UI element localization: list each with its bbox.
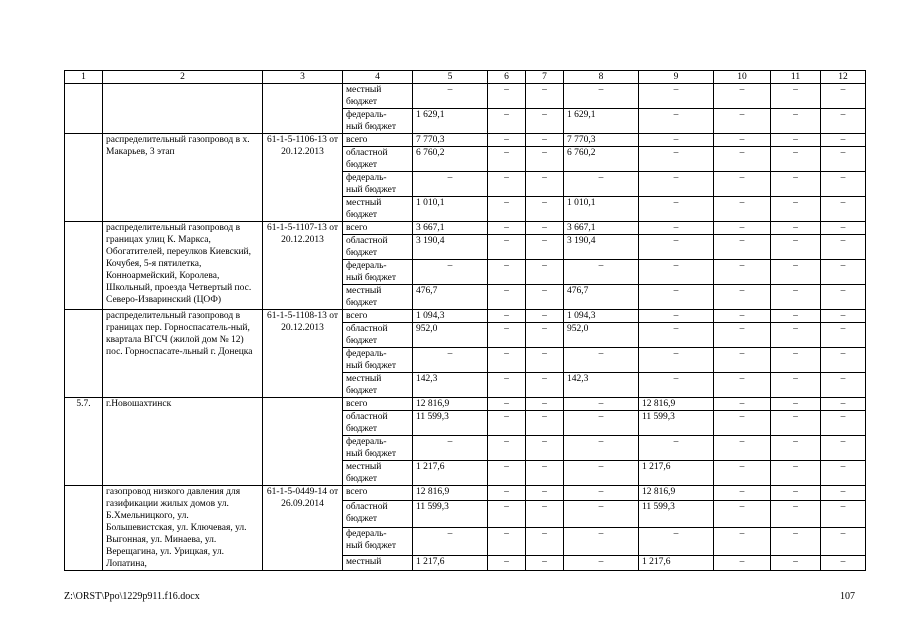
value-cell: 12 816,9: [639, 486, 714, 501]
value-cell: –: [771, 197, 821, 222]
value-cell: –: [771, 528, 821, 556]
value-cell: 3 190,4: [564, 235, 639, 260]
funding-source: федераль- ный бюджет: [343, 109, 413, 134]
value-cell: –: [821, 528, 866, 556]
value-cell: –: [564, 172, 639, 197]
object-name: [103, 84, 263, 134]
value-cell: –: [639, 235, 714, 260]
value-cell: –: [821, 235, 866, 260]
value-cell: –: [821, 109, 866, 134]
value-cell: –: [714, 528, 771, 556]
value-cell: –: [526, 556, 564, 571]
funding-source: областной бюджет: [343, 500, 413, 528]
object-name: газопровод низкого давления для газификации жилых домов ул. Б.Хмельницкого, ул. Большевистская, ул. Ключевая, ул. Выгонная, ул. Минаева, ул. Верещагина, ул. Урицкая, ул. Лопатина,: [103, 486, 263, 571]
funding-source: федераль- ный бюджет: [343, 436, 413, 461]
value-cell: –: [771, 348, 821, 373]
object-name: распределительный газопровод в х. Макарьев, 3 этап: [103, 134, 263, 222]
value-cell: 952,0: [564, 323, 639, 348]
funding-source: всего: [343, 222, 413, 235]
value-cell: –: [639, 172, 714, 197]
funding-source: местный бюджет: [343, 197, 413, 222]
table-row: [65, 222, 866, 235]
value-cell: –: [821, 436, 866, 461]
column-header: 4: [343, 71, 413, 84]
funding-source: федераль- ный бюджет: [343, 528, 413, 556]
page-number: 107: [840, 591, 855, 602]
funding-source: местный: [343, 556, 413, 571]
value-cell: –: [564, 556, 639, 571]
value-cell: 1 217,6: [413, 556, 488, 571]
value-cell: –: [488, 373, 526, 398]
value-cell: –: [821, 147, 866, 172]
value-cell: 11 599,3: [413, 500, 488, 528]
value-cell: –: [639, 260, 714, 285]
value-cell: –: [526, 285, 564, 310]
value-cell: –: [771, 109, 821, 134]
value-cell: –: [413, 528, 488, 556]
value-cell: –: [821, 197, 866, 222]
value-cell: –: [714, 398, 771, 411]
object-name: г.Новошахтинск: [103, 398, 263, 486]
value-cell: –: [771, 411, 821, 436]
column-header: 8: [564, 71, 639, 84]
value-cell: –: [714, 222, 771, 235]
value-cell: –: [526, 84, 564, 109]
value-cell: –: [821, 556, 866, 571]
item-number: [65, 222, 103, 310]
value-cell: –: [639, 84, 714, 109]
value-cell: –: [488, 348, 526, 373]
value-cell: 1 010,1: [564, 197, 639, 222]
value-cell: –: [771, 134, 821, 147]
table-row: [65, 134, 866, 147]
object-name: распределительный газопровод в границах улиц К. Маркса, Обогатителей, переулков Киевский, Кочубея, 5-я пятилетка, Конноармейский, Королева, Школьный, проезда Четвертый пос. Северо-Изваринский (ЦОФ): [103, 222, 263, 310]
column-header: 9: [639, 71, 714, 84]
item-number: [65, 134, 103, 222]
value-cell: 1 629,1: [564, 109, 639, 134]
value-cell: –: [714, 486, 771, 501]
value-cell: 1 094,3: [413, 310, 488, 323]
value-cell: –: [821, 134, 866, 147]
value-cell: –: [564, 260, 639, 285]
value-cell: –: [526, 310, 564, 323]
value-cell: –: [714, 285, 771, 310]
value-cell: –: [526, 528, 564, 556]
value-cell: 1 094,3: [564, 310, 639, 323]
value-cell: –: [821, 461, 866, 486]
value-cell: –: [488, 84, 526, 109]
value-cell: –: [639, 147, 714, 172]
value-cell: 1 010,1: [413, 197, 488, 222]
value-cell: –: [564, 528, 639, 556]
value-cell: –: [821, 285, 866, 310]
value-cell: –: [714, 134, 771, 147]
value-cell: 476,7: [564, 285, 639, 310]
item-number: [65, 310, 103, 398]
value-cell: –: [564, 486, 639, 501]
value-cell: –: [639, 109, 714, 134]
value-cell: 3 190,4: [413, 235, 488, 260]
object-code: [263, 398, 343, 486]
value-cell: –: [714, 197, 771, 222]
value-cell: –: [639, 197, 714, 222]
value-cell: –: [526, 436, 564, 461]
value-cell: –: [413, 260, 488, 285]
funding-source: всего: [343, 486, 413, 501]
value-cell: –: [488, 411, 526, 436]
column-header: 1: [65, 71, 103, 84]
value-cell: –: [821, 348, 866, 373]
funding-source: областной бюджет: [343, 411, 413, 436]
value-cell: –: [413, 84, 488, 109]
funding-source: всего: [343, 310, 413, 323]
value-cell: –: [564, 436, 639, 461]
value-cell: –: [821, 323, 866, 348]
value-cell: –: [526, 411, 564, 436]
column-header: 3: [263, 71, 343, 84]
value-cell: –: [526, 486, 564, 501]
value-cell: –: [771, 323, 821, 348]
value-cell: –: [714, 556, 771, 571]
value-cell: 11 599,3: [413, 411, 488, 436]
value-cell: –: [526, 323, 564, 348]
value-cell: –: [488, 323, 526, 348]
funding-source: федераль- ный бюджет: [343, 348, 413, 373]
value-cell: –: [526, 109, 564, 134]
table-row: [65, 486, 866, 501]
object-code: 61-1-5-1108-13 от 20.12.2013: [263, 310, 343, 398]
funding-source: федераль- ный бюджет: [343, 172, 413, 197]
value-cell: 476,7: [413, 285, 488, 310]
value-cell: 11 599,3: [639, 500, 714, 528]
item-number: 5.7.: [65, 398, 103, 486]
item-number: [65, 84, 103, 134]
value-cell: –: [488, 461, 526, 486]
value-cell: 12 816,9: [413, 486, 488, 501]
funding-source: местный бюджет: [343, 285, 413, 310]
value-cell: 12 816,9: [413, 398, 488, 411]
value-cell: –: [488, 556, 526, 571]
value-cell: 6 760,2: [413, 147, 488, 172]
value-cell: –: [488, 398, 526, 411]
value-cell: –: [821, 260, 866, 285]
value-cell: –: [714, 310, 771, 323]
value-cell: –: [526, 398, 564, 411]
value-cell: –: [488, 109, 526, 134]
value-cell: 1 629,1: [413, 109, 488, 134]
table-row: [65, 310, 866, 323]
value-cell: –: [488, 172, 526, 197]
value-cell: –: [526, 260, 564, 285]
value-cell: –: [526, 147, 564, 172]
value-cell: –: [821, 486, 866, 501]
value-cell: 952,0: [413, 323, 488, 348]
file-path: Z:\ORST\Ppo\1229p911.f16.docx: [64, 591, 200, 602]
value-cell: –: [771, 235, 821, 260]
column-header: 5: [413, 71, 488, 84]
funding-source: областной бюджет: [343, 323, 413, 348]
value-cell: –: [821, 310, 866, 323]
value-cell: –: [639, 373, 714, 398]
value-cell: –: [488, 285, 526, 310]
value-cell: 6 760,2: [564, 147, 639, 172]
value-cell: –: [771, 84, 821, 109]
value-cell: –: [714, 147, 771, 172]
column-header: 2: [103, 71, 263, 84]
value-cell: –: [526, 222, 564, 235]
value-cell: –: [488, 528, 526, 556]
value-cell: –: [771, 556, 821, 571]
value-cell: –: [639, 285, 714, 310]
value-cell: –: [564, 348, 639, 373]
value-cell: –: [526, 197, 564, 222]
column-header: 11: [771, 71, 821, 84]
value-cell: 142,3: [413, 373, 488, 398]
value-cell: 1 217,6: [639, 556, 714, 571]
value-cell: –: [564, 411, 639, 436]
funding-source: всего: [343, 134, 413, 147]
value-cell: –: [714, 84, 771, 109]
header-row: [65, 71, 866, 84]
value-cell: –: [526, 461, 564, 486]
value-cell: –: [714, 348, 771, 373]
table-row: [65, 84, 866, 109]
value-cell: –: [526, 373, 564, 398]
value-cell: –: [714, 172, 771, 197]
funding-source: федераль- ный бюджет: [343, 260, 413, 285]
value-cell: –: [488, 500, 526, 528]
value-cell: –: [526, 348, 564, 373]
value-cell: –: [564, 461, 639, 486]
value-cell: –: [488, 260, 526, 285]
value-cell: –: [413, 436, 488, 461]
value-cell: –: [488, 197, 526, 222]
object-code: 61-1-5-1107-13 от 20.12.2013: [263, 222, 343, 310]
value-cell: –: [771, 436, 821, 461]
value-cell: –: [639, 528, 714, 556]
value-cell: –: [821, 222, 866, 235]
value-cell: –: [526, 134, 564, 147]
value-cell: –: [488, 147, 526, 172]
value-cell: –: [564, 84, 639, 109]
value-cell: –: [639, 323, 714, 348]
value-cell: –: [821, 172, 866, 197]
object-name: распределительный газопровод в границах пер. Горноспасатель-ный, квартала ВГСЧ (жилой дом № 12) пос. Горноспасате-льный г. Донецка: [103, 310, 263, 398]
funding-source: местный бюджет: [343, 373, 413, 398]
value-cell: 142,3: [564, 373, 639, 398]
budget-table: [64, 70, 866, 571]
value-cell: 1 217,6: [413, 461, 488, 486]
value-cell: –: [771, 260, 821, 285]
value-cell: –: [714, 235, 771, 260]
table-row: [65, 398, 866, 411]
value-cell: –: [771, 373, 821, 398]
object-code: 61-1-5-1106-13 от 20.12.2013: [263, 134, 343, 222]
value-cell: –: [488, 235, 526, 260]
value-cell: –: [771, 172, 821, 197]
column-header: 6: [488, 71, 526, 84]
value-cell: –: [526, 500, 564, 528]
value-cell: –: [714, 461, 771, 486]
column-header: 7: [526, 71, 564, 84]
funding-source: местный бюджет: [343, 84, 413, 109]
value-cell: 12 816,9: [639, 398, 714, 411]
funding-source: всего: [343, 398, 413, 411]
value-cell: –: [488, 222, 526, 235]
value-cell: 3 667,1: [564, 222, 639, 235]
funding-source: областной бюджет: [343, 235, 413, 260]
column-header: 10: [714, 71, 771, 84]
value-cell: –: [821, 84, 866, 109]
value-cell: 3 667,1: [413, 222, 488, 235]
value-cell: –: [639, 310, 714, 323]
object-code: [263, 84, 343, 134]
value-cell: –: [526, 235, 564, 260]
value-cell: –: [639, 436, 714, 461]
value-cell: –: [413, 348, 488, 373]
value-cell: –: [821, 411, 866, 436]
value-cell: –: [488, 436, 526, 461]
value-cell: –: [564, 500, 639, 528]
value-cell: –: [771, 486, 821, 501]
value-cell: –: [639, 134, 714, 147]
value-cell: –: [714, 109, 771, 134]
value-cell: –: [488, 486, 526, 501]
value-cell: 1 217,6: [639, 461, 714, 486]
object-code: 61-1-5-0449-14 от 26.09.2014: [263, 486, 343, 571]
value-cell: –: [771, 398, 821, 411]
value-cell: –: [821, 373, 866, 398]
value-cell: –: [714, 436, 771, 461]
value-cell: –: [488, 134, 526, 147]
value-cell: –: [639, 348, 714, 373]
value-cell: –: [564, 398, 639, 411]
value-cell: –: [771, 310, 821, 323]
value-cell: –: [413, 172, 488, 197]
value-cell: –: [821, 398, 866, 411]
value-cell: –: [771, 461, 821, 486]
value-cell: 7 770,3: [413, 134, 488, 147]
value-cell: 11 599,3: [639, 411, 714, 436]
value-cell: –: [771, 222, 821, 235]
funding-source: областной бюджет: [343, 147, 413, 172]
value-cell: –: [639, 222, 714, 235]
value-cell: –: [714, 411, 771, 436]
value-cell: –: [821, 500, 866, 528]
value-cell: –: [714, 260, 771, 285]
value-cell: –: [771, 147, 821, 172]
value-cell: –: [488, 310, 526, 323]
value-cell: –: [771, 500, 821, 528]
value-cell: –: [714, 373, 771, 398]
value-cell: –: [771, 285, 821, 310]
item-number: [65, 486, 103, 571]
value-cell: –: [526, 172, 564, 197]
column-header: 12: [821, 71, 866, 84]
funding-source: местный бюджет: [343, 461, 413, 486]
value-cell: 7 770,3: [564, 134, 639, 147]
value-cell: –: [714, 323, 771, 348]
value-cell: –: [714, 500, 771, 528]
